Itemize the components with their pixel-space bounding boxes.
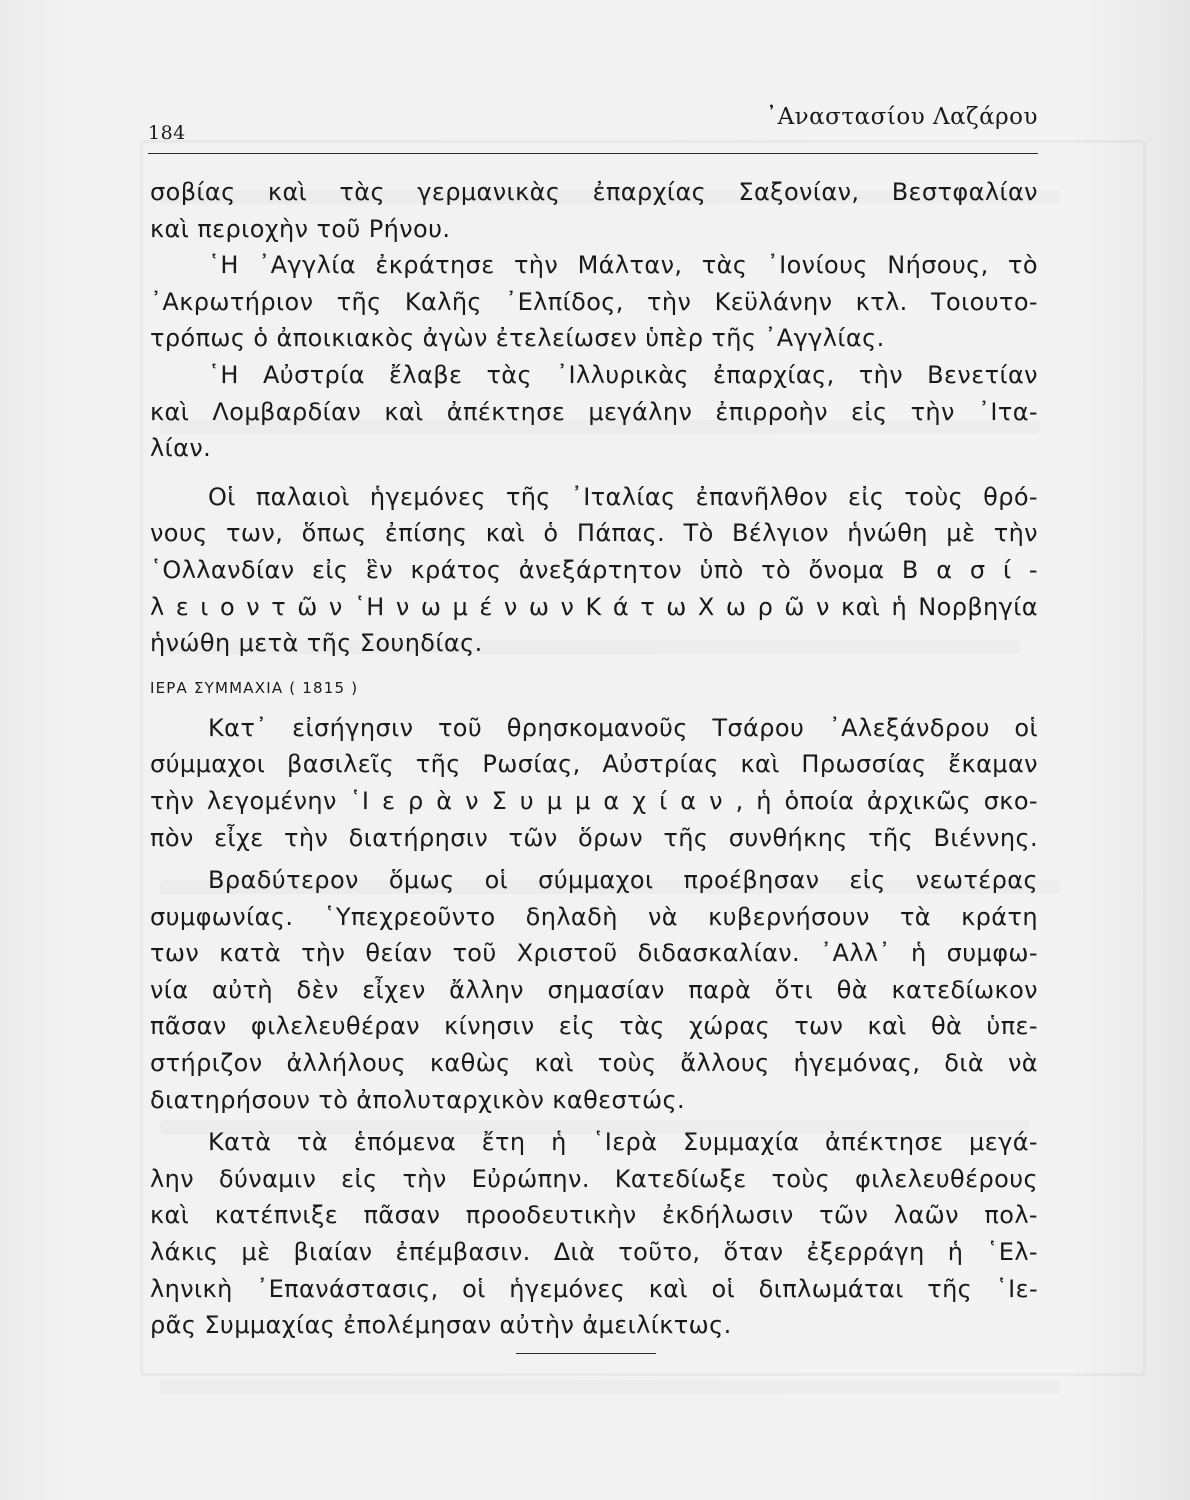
section-heading: ΙΕΡΑ ΣΥΜΜΑΧΙΑ ( 1815 ) (150, 678, 359, 697)
text-line: Κατ᾿ εἰσήγησιν τοῦ θρησκομανοῦς Τσάρου ᾿Αλεξάνδρου οἱ (208, 713, 1038, 742)
text-line: καὶ κατέπνιξε πᾶσαν προοδευτικὴν ἐκδήλωσιν τῶν λαῶν πολ- (150, 1201, 1038, 1230)
text-line: σύμμαχοι βασιλεῖς τῆς Ρωσίας, Αὐστρίας καὶ Πρωσσίας ἔκαμαν (150, 750, 1038, 779)
text-line: πὸν εἶχε τὴν διατήρησιν τῶν ὅρων τῆς συνθήκης τῆς Βιέννης. (150, 823, 1038, 852)
page-number: 184 (148, 122, 186, 144)
text-line: ῾Η Αὐστρία ἔλαβε τὰς ᾿Ιλλυρικὰς ἐπαρχίας, τὴν Βενετίαν (208, 360, 1038, 389)
text-line: τρόπως ὁ ἀποικιακὸς ἀγὼν ἐτελείωσεν ὑπὲρ τῆς ᾿Αγγλίας. (150, 324, 885, 353)
text-line: λ ε ι ο ν τ ῶ ν ῾Η ν ω μ έ ν ω ν Κ ά τ ω Χ ω ρ ῶ ν καὶ ἡ Νορβηγία (150, 592, 1038, 621)
text-line: ρᾶς Συμμαχίας ἐπολέμησαν αὐτὴν ἀμειλίκτως. (150, 1311, 732, 1340)
text-line: των κατὰ τὴν θείαν τοῦ Χριστοῦ διδασκαλίαν. ᾿Αλλ᾿ ἡ συμφω- (150, 939, 1038, 968)
text-line: ῾Η ᾿Αγγλία ἐκράτησε τὴν Μάλταν, τὰς ᾿Ιονίους Νήσους, τὸ (208, 251, 1038, 280)
text-line: λην δύναμιν εἰς τὴν Εὐρώπην. Κατεδίωξε τοὺς φιλελευθέρους (150, 1164, 1038, 1193)
text-line: συμφωνίας. ῾Υπεχρεοῦντο δηλαδὴ νὰ κυβερνήσουν τὰ κράτη (150, 902, 1038, 931)
text-line: νους των, ὅπως ἐπίσης καὶ ὁ Πάπας. Τὸ Βέλγιον ἡνώθη μὲ τὴν (150, 519, 1038, 548)
text-line: ῾Ολλανδίαν εἰς ἓν κράτος ἀνεξάρτητον ὑπὸ τὸ ὄνομα Β α σ ί - (150, 555, 1038, 584)
text-line: πᾶσαν φιλελευθέραν κίνησιν εἰς τὰς χώρας των καὶ θὰ ὑπε- (150, 1012, 1038, 1041)
text-line: λάκις μὲ βιαίαν ἐπέμβασιν. Διὰ τοῦτο, ὅταν ἐξερράγη ἡ ῾Ελ- (150, 1238, 1038, 1267)
text-line: νία αὐτὴ δὲν εἶχεν ἄλλην σημασίαν παρὰ ὅτι θὰ κατεδίωκον (150, 975, 1038, 1004)
body-text (150, 174, 1038, 1344)
text-line: σοβίας καὶ τὰς γερμανικὰς ἐπαρχίας Σαξονίαν, Βεστφαλίαν (150, 178, 1038, 206)
text-line: ᾿Ακρωτήριον τῆς Καλῆς ᾿Ελπίδος, τὴν Κεϋλάνην κτλ. Τοιουτο- (150, 287, 1038, 316)
running-head (148, 100, 1038, 144)
header-rule (148, 153, 1038, 154)
text-line: διατηρήσουν τὸ ἀπολυταρχικὸν καθεστώς. (150, 1085, 685, 1114)
text-line: καὶ περιοχὴν τοῦ Ρήνου. (150, 214, 451, 243)
text-line: ἡνώθη μετὰ τῆς Σουηδίας. (150, 629, 483, 658)
end-rule (516, 1353, 656, 1354)
text-line: τὴν λεγομένην ῾Ι ε ρ ὰ ν Σ υ μ μ α χ ί α ν , ἡ ὁποία ἀρχικῶς σκο- (150, 786, 1038, 815)
bleed-through-line (160, 1380, 1060, 1394)
running-title: ᾿Αναστασίου Λαζάρου (765, 104, 1038, 130)
text-line: Βραδύτερον ὅμως οἱ σύμμαχοι προέβησαν εἰς νεωτέρας (208, 866, 1038, 895)
text-line: ληνικὴ ᾿Επανάστασις, οἱ ἡγεμόνες καὶ οἱ διπλωμάται τῆς ῾Ιε- (150, 1274, 1038, 1303)
text-line: λίαν. (150, 434, 212, 463)
text-line: Κατὰ τὰ ἑπόμενα ἔτη ἡ ῾Ιερὰ Συμμαχία ἀπέκτησε μεγά- (208, 1128, 1038, 1157)
text-line: καὶ Λομβαρδίαν καὶ ἀπέκτησε μεγάλην ἐπιρροὴν εἰς τὴν ᾿Ιτα- (150, 397, 1038, 426)
text-line: Οἱ παλαιοὶ ἡγεμόνες τῆς ᾿Ιταλίας ἐπανῆλθον εἰς τοὺς θρό- (208, 482, 1038, 511)
text-line: στήριζον ἀλλήλους καθὼς καὶ τοὺς ἄλλους ἡγεμόνας, διὰ νὰ (150, 1049, 1038, 1078)
